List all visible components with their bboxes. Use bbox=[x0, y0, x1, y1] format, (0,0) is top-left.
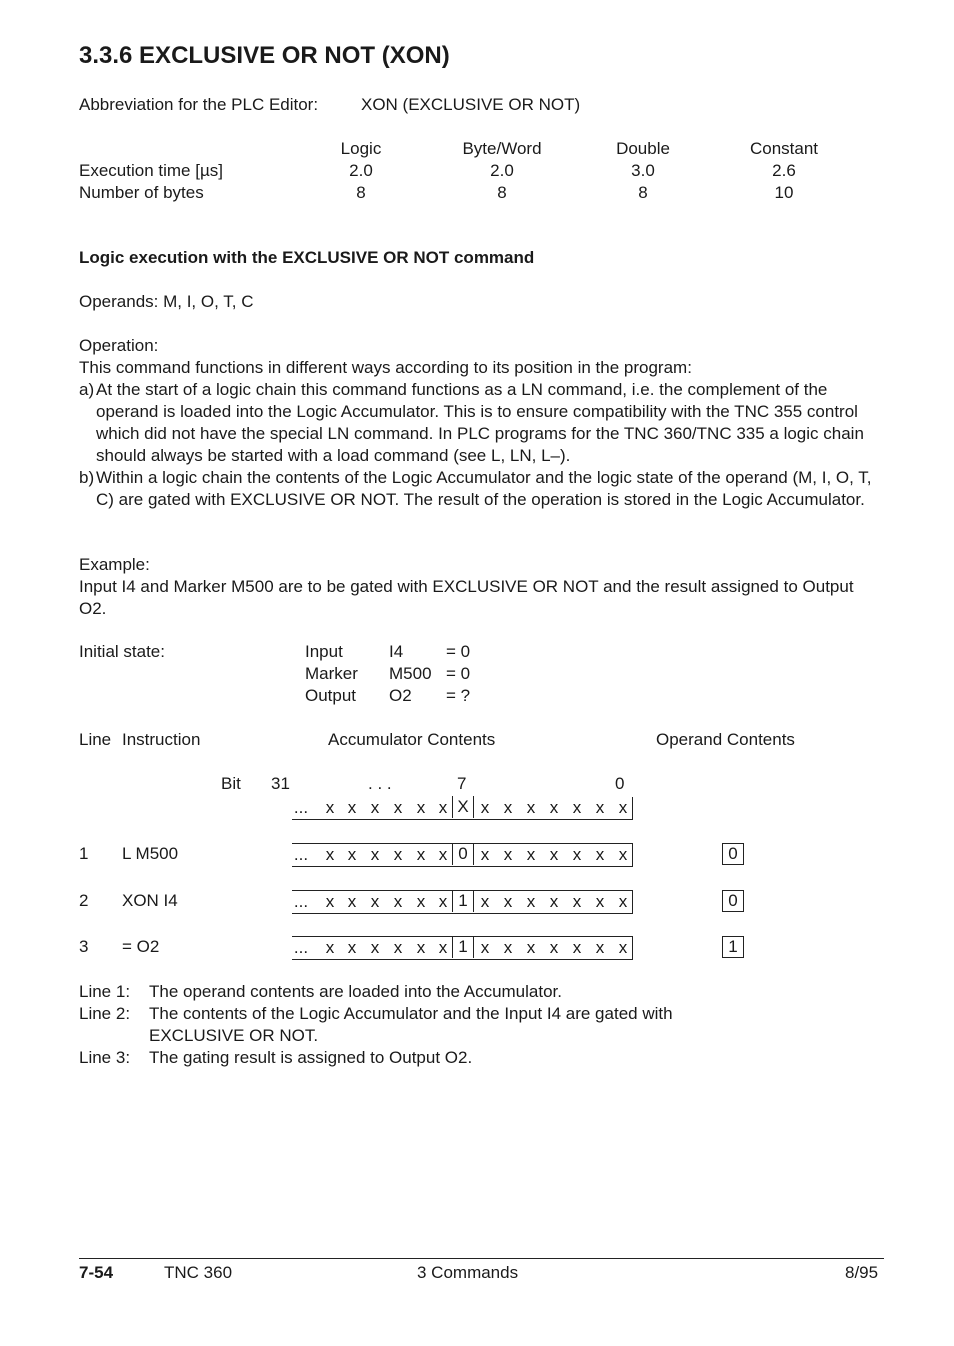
register-ellipsis: ... bbox=[293, 798, 309, 817]
register-bit7-box: 1 bbox=[452, 890, 474, 912]
footer-chapter: 3 Commands bbox=[417, 1263, 519, 1282]
note-label: Line 2: bbox=[79, 1004, 131, 1023]
state-name: M500 bbox=[389, 664, 432, 683]
line-number: 3 bbox=[79, 937, 89, 956]
table-cell: 3.0 bbox=[631, 161, 655, 180]
register-bit-x: x bbox=[549, 798, 559, 817]
item-text: Within a logic chain the contents of the Logic Accumulator and the logic state of the operand (M, I, O, T, C) are gated with EXCLUSIVE OR NOT. The result of the operation is stored in the Logic Accumulator. bbox=[96, 468, 872, 509]
register-bit-x: x bbox=[393, 892, 403, 911]
register-bit-x: x bbox=[438, 892, 448, 911]
operation-intro: This command functions in different ways according to its position in the program: bbox=[79, 358, 692, 377]
register-bit-x: x bbox=[572, 892, 582, 911]
note-label: Line 1: bbox=[79, 982, 131, 1001]
register-ellipsis: ... bbox=[293, 845, 309, 864]
register-bit-x: x bbox=[526, 892, 536, 911]
page-title: 3.3.6 EXCLUSIVE OR NOT (XON) bbox=[79, 42, 450, 69]
register-bit-x: x bbox=[618, 938, 628, 957]
operation-item-b bbox=[79, 467, 889, 511]
table-cell: 2.0 bbox=[349, 161, 373, 180]
register-bit-x: x bbox=[549, 938, 559, 957]
note-label: Line 3: bbox=[79, 1048, 131, 1067]
register-bit-x: x bbox=[438, 845, 448, 864]
register-bit-x: x bbox=[370, 938, 380, 957]
register-bit-x: x bbox=[416, 938, 426, 957]
footer-product: TNC 360 bbox=[164, 1263, 233, 1282]
head-instruction: Instruction bbox=[122, 730, 201, 749]
register-bit-x: x bbox=[549, 892, 559, 911]
register-bit-x: x bbox=[347, 798, 357, 817]
register-ellipsis: ... bbox=[293, 892, 309, 911]
bit-7: 7 bbox=[457, 774, 467, 793]
accumulator-register bbox=[292, 843, 633, 867]
state-value: = ? bbox=[446, 686, 471, 705]
operand-box: 0 bbox=[722, 890, 744, 912]
state-kind: Input bbox=[305, 642, 343, 661]
register-bit-x: x bbox=[595, 892, 605, 911]
register-bit-x: x bbox=[325, 798, 335, 817]
state-name: O2 bbox=[389, 686, 412, 705]
operation-label: Operation: bbox=[79, 336, 159, 355]
register-bit-x: x bbox=[438, 938, 448, 957]
row-label-bytes: Number of bytes bbox=[79, 183, 204, 202]
line-number: 2 bbox=[79, 891, 89, 910]
head-operand: Operand Contents bbox=[656, 730, 795, 749]
abbrev-label: Abbreviation for the PLC Editor: bbox=[79, 95, 319, 114]
register-bit7-box: 0 bbox=[452, 843, 474, 865]
register-bit-x: x bbox=[595, 845, 605, 864]
state-value: = 0 bbox=[446, 642, 471, 661]
line-instruction: XON I4 bbox=[122, 891, 178, 910]
line-number: 1 bbox=[79, 844, 89, 863]
note-text: The gating result is assigned to Output O2. bbox=[149, 1048, 473, 1067]
bit-31: 31 bbox=[271, 774, 290, 793]
register-bit-x: x bbox=[572, 938, 582, 957]
register-bit-x: x bbox=[480, 938, 490, 957]
section-heading: Logic execution with the EXCLUSIVE OR NOT command bbox=[79, 248, 535, 267]
col-header-double: Double bbox=[616, 139, 670, 158]
register-bit7-box: X bbox=[452, 796, 474, 818]
register-bit-x: x bbox=[503, 938, 513, 957]
register-bit-x: x bbox=[393, 938, 403, 957]
operands-text: Operands: M, I, O, T, C bbox=[79, 292, 254, 311]
footer-rule bbox=[79, 1258, 884, 1259]
head-line: Line bbox=[79, 730, 112, 749]
abbrev-value: XON (EXCLUSIVE OR NOT) bbox=[361, 95, 581, 114]
register-bit-x: x bbox=[438, 798, 448, 817]
operation-block bbox=[79, 335, 889, 511]
footer-date: 8/95 bbox=[845, 1263, 879, 1282]
note-text: The operand contents are loaded into the Accumulator. bbox=[149, 982, 562, 1001]
register-bit-x: x bbox=[416, 798, 426, 817]
operand-box: 0 bbox=[722, 843, 744, 865]
item-marker: b) bbox=[79, 468, 95, 487]
state-kind: Output bbox=[305, 686, 357, 705]
col-header-byte-word: Byte/Word bbox=[462, 139, 542, 158]
register-bit-x: x bbox=[347, 938, 357, 957]
example-label: Example: bbox=[79, 555, 150, 574]
operand-box: 1 bbox=[722, 936, 744, 958]
table-cell: 8 bbox=[497, 183, 507, 202]
state-name: I4 bbox=[389, 642, 404, 661]
bit-0: 0 bbox=[615, 774, 625, 793]
register-bit-x: x bbox=[618, 845, 628, 864]
register-bit-x: x bbox=[347, 845, 357, 864]
state-value: = 0 bbox=[446, 664, 471, 683]
table-cell: 8 bbox=[638, 183, 648, 202]
register-bit-x: x bbox=[416, 845, 426, 864]
register-bit-x: x bbox=[370, 892, 380, 911]
register-bit-x: x bbox=[503, 892, 513, 911]
register-bit-x: x bbox=[393, 845, 403, 864]
note-text: The contents of the Logic Accumulator and the Input I4 are gated with bbox=[149, 1004, 673, 1023]
state-kind: Marker bbox=[305, 664, 358, 683]
register-bit-x: x bbox=[526, 798, 536, 817]
row-label-exec-time: Execution time [µs] bbox=[79, 161, 223, 180]
register-ellipsis: ... bbox=[293, 938, 309, 957]
register-bit-x: x bbox=[370, 845, 380, 864]
register-bit-x: x bbox=[572, 845, 582, 864]
register-bit-x: x bbox=[325, 845, 335, 864]
register-bit-x: x bbox=[572, 798, 582, 817]
register-bit-x: x bbox=[526, 845, 536, 864]
register-bit-x: x bbox=[503, 845, 513, 864]
accumulator-register bbox=[292, 890, 633, 914]
register-bit-x: x bbox=[595, 798, 605, 817]
table-cell: 2.6 bbox=[772, 161, 796, 180]
register-bit-x: x bbox=[416, 892, 426, 911]
register-bit-x: x bbox=[480, 798, 490, 817]
table-cell: 8 bbox=[356, 183, 366, 202]
accumulator-register bbox=[292, 936, 633, 960]
register-bit-x: x bbox=[393, 798, 403, 817]
example-block bbox=[79, 554, 859, 620]
bit-label: Bit bbox=[221, 774, 241, 793]
col-header-logic: Logic bbox=[340, 139, 382, 158]
register-bit-x: x bbox=[526, 938, 536, 957]
register-bit-x: x bbox=[595, 938, 605, 957]
item-marker: a) bbox=[79, 380, 95, 399]
register-bit-x: x bbox=[618, 892, 628, 911]
register-bit-x: x bbox=[325, 892, 335, 911]
accumulator-register-header bbox=[292, 797, 633, 820]
line-instruction: L M500 bbox=[122, 844, 179, 863]
register-bit7-box: 1 bbox=[452, 936, 474, 958]
register-bit-x: x bbox=[480, 845, 490, 864]
register-bit-x: x bbox=[549, 845, 559, 864]
col-header-constant: Constant bbox=[749, 139, 819, 158]
table-cell: 10 bbox=[774, 183, 794, 202]
head-accumulator: Accumulator Contents bbox=[328, 730, 496, 749]
initial-state-label: Initial state: bbox=[79, 642, 165, 661]
line-instruction: = O2 bbox=[122, 937, 160, 956]
note-text: EXCLUSIVE OR NOT. bbox=[149, 1026, 319, 1045]
register-bit-x: x bbox=[347, 892, 357, 911]
table-cell: 2.0 bbox=[490, 161, 514, 180]
register-bit-x: x bbox=[480, 892, 490, 911]
register-bit-x: x bbox=[325, 938, 335, 957]
register-bit-x: x bbox=[370, 798, 380, 817]
operation-item-a bbox=[79, 379, 889, 467]
bit-dots: . . . bbox=[368, 774, 392, 793]
example-text: Input I4 and Marker M500 are to be gated with EXCLUSIVE OR NOT and the result assigned to Output O2. bbox=[79, 577, 854, 618]
footer-page-number: 7-54 bbox=[79, 1263, 114, 1282]
register-bit-x: x bbox=[503, 798, 513, 817]
item-text: At the start of a logic chain this command functions as a LN command, i.e. the complement of the operand is loaded into the Logic Accumulator. This is to ensure compatibility with the TNC 355 control which did not have the special LN command. In PLC programs for the TNC 360/TNC 335 a logic chain should always be started with a load command (see L, LN, L–). bbox=[96, 380, 864, 465]
register-bit-x: x bbox=[618, 798, 628, 817]
